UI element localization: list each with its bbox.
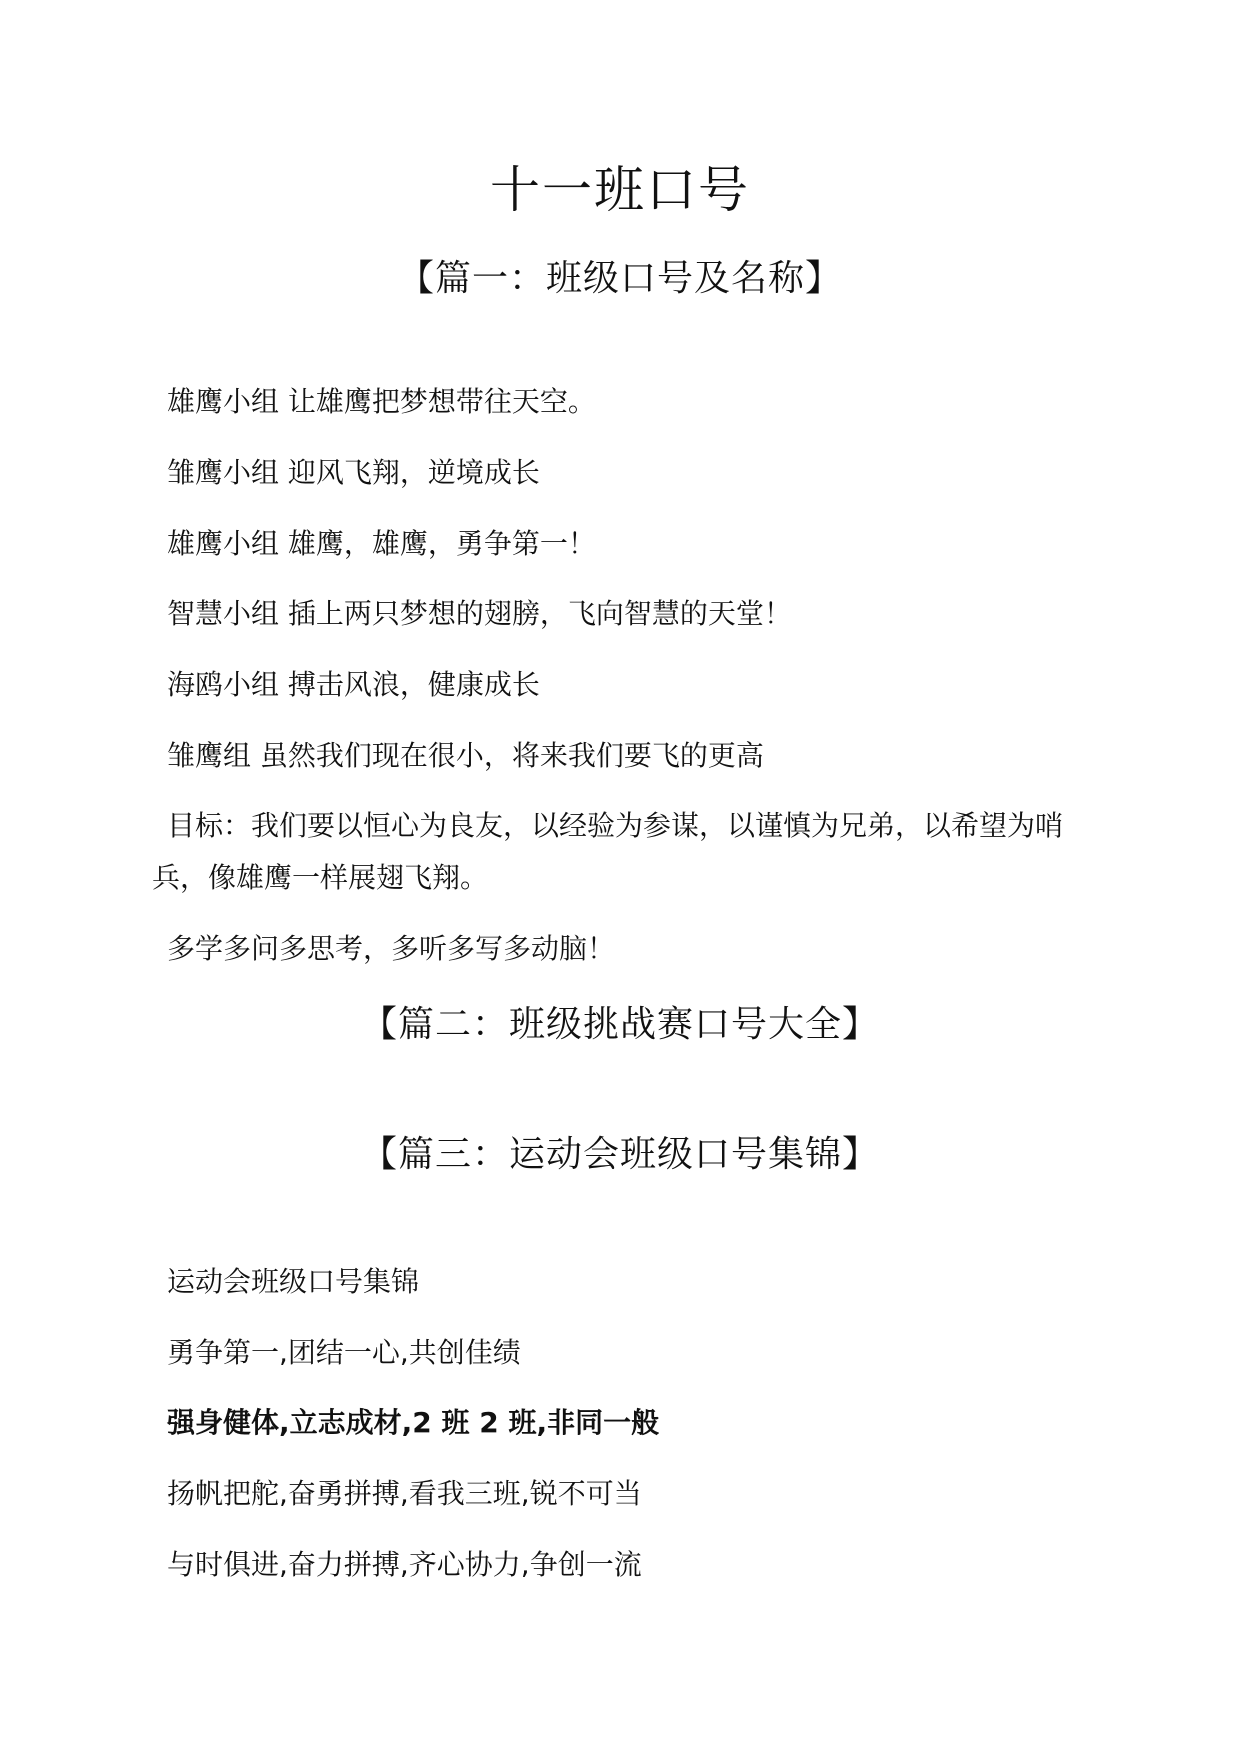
section-heading-1: 【篇一：班级口号及名称】 <box>397 258 842 299</box>
section-1-line-1: 雄鹰小组 让雄鹰把梦想带往天空。 <box>167 385 596 418</box>
document-title: 十一班口号 <box>490 161 750 219</box>
section-3-line-5: 与时俱进,奋力拼搏,齐心协力,争创一流 <box>167 1548 642 1581</box>
section-heading-3: 【篇三：运动会班级口号集锦】 <box>360 1134 879 1175</box>
section-1-line-6: 雏鹰组 虽然我们现在很小，将来我们要飞的更高 <box>167 739 764 772</box>
section-heading-2: 【篇二：班级挑战赛口号大全】 <box>360 1004 879 1045</box>
section-1-line-7: 目标：我们要以恒心为良友，以经验为参谋，以谨慎为兄弟，以希望为哨兵，像雄鹰一样展翅飞翔。 <box>152 809 1064 894</box>
section-3-line-2: 勇争第一,团结一心,共创佳绩 <box>167 1336 521 1369</box>
section-1-line-4: 智慧小组 插上两只梦想的翅膀，飞向智慧的天堂！ <box>167 597 792 630</box>
section-1-line-8: 多学多问多思考，多听多写多动脑！ <box>167 932 616 965</box>
section-3-line-1: 运动会班级口号集锦 <box>167 1265 420 1298</box>
section-3-line-4: 扬帆把舵,奋勇拼搏,看我三班,锐不可当 <box>167 1477 642 1510</box>
section-1-line-2: 雏鹰小组 迎风飞翔，逆境成长 <box>167 456 540 489</box>
section-1-line-5: 海鸥小组 搏击风浪，健康成长 <box>167 668 540 701</box>
section-1-line-3: 雄鹰小组 雄鹰，雄鹰，勇争第一！ <box>167 527 596 560</box>
section-3-line-3: 强身健体,立志成材,2 班 2 班,非同一般 <box>167 1406 660 1439</box>
